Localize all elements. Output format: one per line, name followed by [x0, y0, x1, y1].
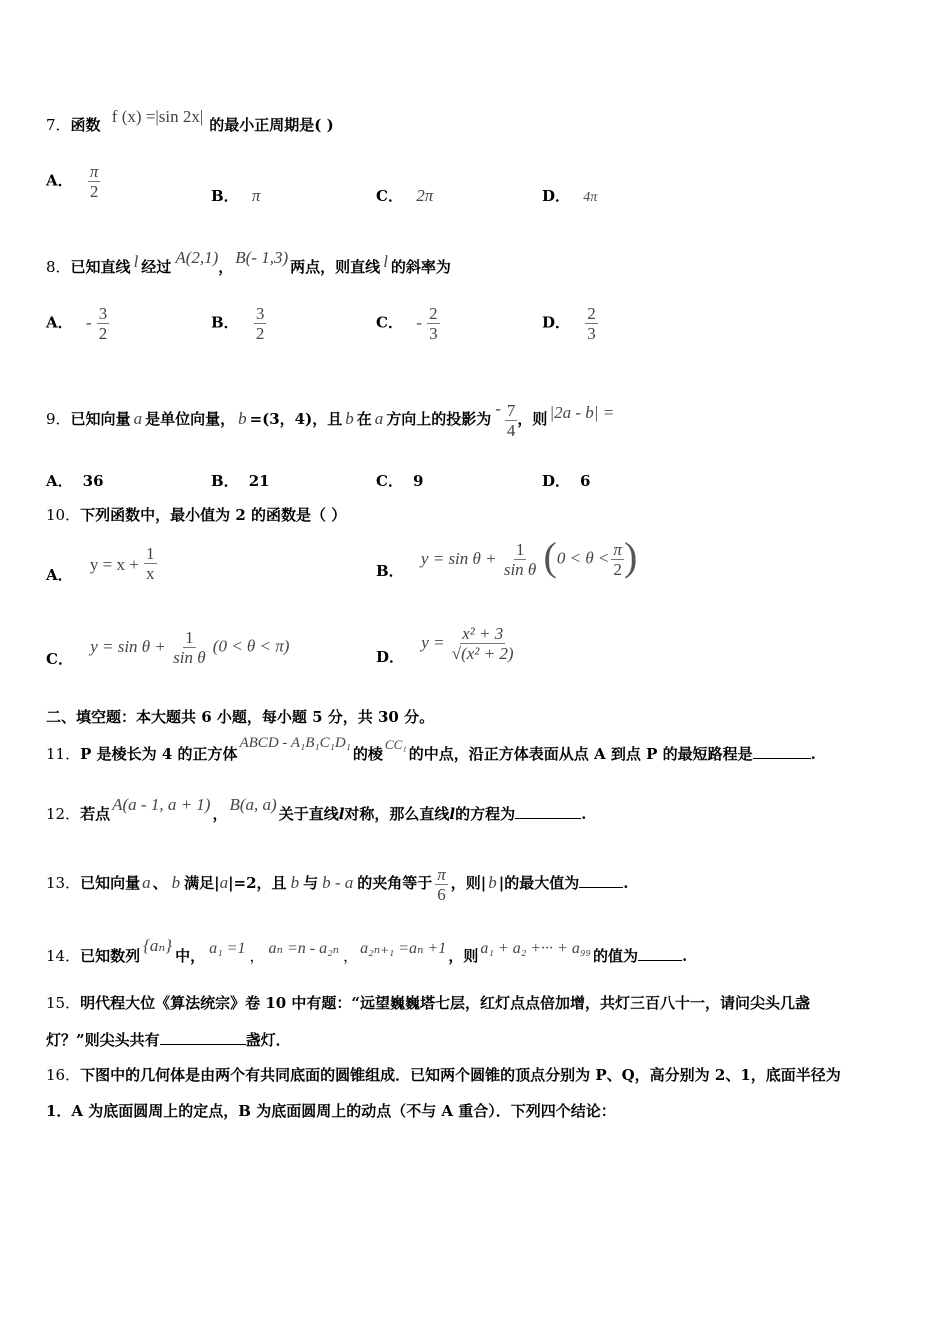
q9-vector-b: b — [238, 409, 247, 428]
q10-option-a-fraction — [144, 544, 157, 583]
q11-number: 11． — [46, 745, 81, 763]
q8-option-d-fraction — [585, 304, 598, 343]
q9-option-d-label: D． — [542, 472, 571, 490]
q10-option-b-condition-fraction — [611, 540, 624, 579]
q9-option-b — [211, 471, 270, 491]
q10-stem: 下列函数中，最小值为 2 的函数是（ ） — [80, 506, 347, 524]
q7-option-a-numerator: π — [89, 162, 99, 181]
q9-text-4: 在 — [356, 410, 372, 428]
q12-number: 12． — [46, 805, 81, 823]
q13-text-7: |的最大值为 — [498, 874, 580, 892]
q8-option-c — [376, 304, 440, 343]
question-12 — [46, 795, 587, 824]
q13-text-3: |=2，且 — [228, 874, 287, 892]
q8-text-3: 两点，则直线 — [290, 258, 381, 276]
q9-fraction-denominator: 4 — [506, 420, 516, 440]
q9-vector-b-2: b — [345, 409, 354, 428]
q13-vector-a: a — [142, 873, 151, 892]
q8-line-l: l — [133, 252, 139, 271]
q8-number: 8． — [46, 258, 71, 276]
q10-option-a-numerator: 1 — [146, 544, 155, 563]
q7-stem: 函数 — [70, 116, 101, 134]
q9-vector-a-2: a — [374, 409, 384, 428]
q9-option-d-value: 6 — [580, 472, 591, 490]
q7-option-d — [542, 186, 597, 208]
q14-condition-2: aₙ =n - a₂ₙ — [268, 940, 340, 957]
q11-edge: CC₁ — [384, 737, 407, 752]
q7-option-c — [376, 186, 433, 206]
question-15-line-2 — [46, 1030, 291, 1050]
q8-option-d-numerator: 2 — [587, 304, 596, 323]
q14-text-1: 已知数列 — [80, 947, 141, 965]
q10-option-c-denominator: sin θ — [173, 648, 206, 667]
q16-text-line-1: 下图中的几何体是由两个有共同底面的圆锥组成．已知两个圆锥的顶点分别为 P、Q，高分别为 2、1，底面半径为 — [80, 1066, 841, 1084]
q14-number: 14． — [46, 947, 81, 965]
q8-option-d — [542, 304, 598, 343]
q11-text-3: 的中点，沿正方体表面从点 A 到点 P 的最短路程是 — [408, 745, 753, 763]
q15-answer-blank[interactable] — [160, 1030, 246, 1045]
question-16-line-2: 1．A 为底面圆周上的定点，B 为底面圆周上的动点（不与 A 重合）．下列四个结论： — [46, 1102, 616, 1120]
q12-text-4: 的方程为 — [455, 805, 516, 823]
q10-option-d-label: D． — [376, 647, 405, 666]
q14-condition-3: a₂ₙ₊₁ =aₙ +1 — [360, 940, 447, 957]
q14-text-2: 中， — [175, 947, 206, 965]
q10-option-c-condition: (0 < θ < π) — [212, 636, 290, 656]
q8-option-a — [46, 304, 109, 343]
q14-end: . — [681, 947, 688, 965]
q9-vector-a: a — [133, 409, 143, 428]
q7-option-b-label: B． — [211, 187, 239, 205]
q12-point-b: B(a, a) — [229, 795, 277, 814]
q13-answer-blank[interactable] — [579, 873, 623, 888]
q10-option-c-expression: y = sin θ + — [90, 636, 166, 656]
q9-number: 9． — [46, 410, 71, 428]
q9-option-c-label: C． — [376, 472, 403, 490]
q15-text-line-2a: 灯？”则尖头共有 — [46, 1031, 160, 1049]
q8-option-b-denominator: 2 — [255, 324, 265, 343]
q7-option-b — [211, 186, 260, 206]
q12-text-1: 若点 — [80, 805, 111, 823]
section-2-heading: 二、填空题：本大题共 6 小题，每小题 5 分，共 30 分。 — [46, 708, 435, 726]
q13-end: . — [623, 874, 629, 892]
q8-option-a-fraction — [97, 304, 110, 343]
q10-option-b-label: B． — [376, 561, 404, 580]
q15-text-line-2b: 盏灯． — [245, 1031, 291, 1049]
q8-option-d-label: D． — [542, 313, 571, 332]
q9-text-5: 方向上的投影为 — [386, 410, 492, 428]
q9-text-6: ，则 — [517, 410, 548, 428]
q11-text-1: P 是棱长为 4 的正方体 — [80, 745, 238, 763]
q9-option-a-value: 36 — [82, 472, 104, 490]
q13-vector-difference: b - a — [322, 873, 354, 892]
q10-option-b-condition: 0 < θ < — [556, 548, 610, 568]
q7-option-d-label: D． — [542, 187, 571, 205]
q11-text-2: 的棱 — [352, 745, 383, 763]
q8-line-l-2: l — [383, 252, 388, 271]
q9-text-3: =(3，4)，且 — [249, 410, 343, 428]
q8-option-a-sign: - — [85, 312, 92, 332]
q9-projection-fraction — [505, 401, 518, 440]
q10-option-c-fraction — [171, 628, 207, 667]
q15-number: 15． — [46, 994, 81, 1012]
q8-option-b — [211, 304, 266, 343]
q13-vector-a-2: a — [219, 873, 229, 892]
q10-option-c-label: C． — [46, 649, 73, 668]
q10-option-b-condition-numerator: π — [613, 540, 622, 559]
q12-end: . — [581, 805, 587, 823]
q9-option-a — [46, 471, 104, 491]
q8-option-c-denominator: 3 — [429, 324, 438, 343]
q9-negative-sign: - — [495, 399, 501, 418]
q7-option-c-value: 2π — [416, 186, 434, 205]
q13-text-1: 已知向量 — [80, 874, 141, 892]
q12-text-2: 关于直线 — [278, 805, 339, 823]
q10-option-d-numerator: x² + 3 — [462, 624, 504, 643]
q10-option-b-left-paren: ( — [543, 533, 557, 579]
q7-option-a-denominator: 2 — [89, 182, 99, 201]
q8-point-a: A(2,1) — [175, 248, 219, 267]
q13-vector-b-3: b — [488, 873, 497, 892]
q10-option-c — [46, 628, 289, 667]
q10-option-c-numerator: 1 — [185, 628, 194, 647]
q13-separator: 、 — [152, 874, 168, 892]
q13-text-6: ，则| — [450, 874, 487, 892]
q13-fraction-numerator: π — [437, 864, 446, 884]
q9-option-a-label: A． — [46, 472, 73, 490]
q14-answer-blank[interactable] — [638, 946, 682, 961]
q7-function: f (x) =|sin 2x| — [111, 107, 204, 126]
q8-text-4: 的斜率为 — [390, 258, 451, 276]
q8-option-b-numerator: 3 — [255, 304, 265, 323]
q13-vector-b: b — [171, 873, 181, 892]
q10-option-a — [46, 544, 157, 583]
q10-option-a-label: A． — [46, 565, 73, 584]
q9-option-b-label: B． — [211, 472, 239, 490]
q12-line-l-2: l — [449, 805, 456, 823]
q10-option-b — [376, 533, 638, 580]
q9-option-d — [542, 471, 590, 491]
q8-option-c-numerator: 2 — [429, 304, 438, 323]
q12-text-3: 对称，那么直线 — [344, 805, 450, 823]
q12-answer-blank[interactable] — [515, 804, 581, 819]
q7-tail: 的最小正周期是( ) — [209, 116, 334, 134]
question-15-line-1 — [46, 993, 810, 1013]
q13-angle-fraction — [435, 865, 448, 904]
q7-option-c-label: C． — [376, 187, 403, 205]
q9-text-1: 已知向量 — [70, 410, 131, 428]
q8-comma: ， — [218, 258, 234, 276]
question-8 — [46, 248, 451, 277]
q10-option-d — [376, 624, 516, 666]
q9-option-b-value: 21 — [248, 472, 270, 490]
q9-option-c — [376, 471, 423, 491]
question-14: 14．已知数列{aₙ}中， a₁ =1 ， aₙ =n - a₂ₙ ， a₂ₙ₊₁ =aₙ +1 ，则 a₁ + a₂ +··· + a₉₉ 的值为 . — [46, 936, 688, 965]
q13-text-4: 与 — [303, 874, 319, 892]
q11-cube: ABCD - A₁B₁C₁D₁ — [239, 735, 351, 751]
q7-option-b-value: π — [251, 186, 261, 205]
q9-expression: |2a - b| = — [549, 403, 615, 422]
q8-option-b-label: B． — [211, 313, 239, 332]
q14-text-4: 的值为 — [592, 947, 638, 965]
q14-sum: a₁ + a₂ +··· + a₉₉ — [480, 940, 591, 957]
q7-option-a — [46, 162, 100, 201]
q10-number: 10． — [46, 506, 81, 524]
q13-fraction-denominator: 6 — [437, 884, 446, 904]
q9-text-2: 是单位向量， — [145, 410, 236, 428]
q13-text-2: 满足| — [184, 874, 220, 892]
q12-point-a: A(a - 1, a + 1) — [112, 795, 211, 814]
q13-number: 13． — [46, 874, 81, 892]
q11-end: . — [810, 745, 816, 763]
q8-option-c-label: C． — [376, 313, 403, 332]
q7-option-d-value: 4π — [583, 190, 598, 205]
q9-fraction-numerator: 7 — [506, 400, 516, 420]
q8-option-a-label: A． — [46, 313, 73, 332]
question-7 — [46, 107, 334, 135]
q7-option-a-fraction — [88, 162, 101, 201]
q8-point-b: B(- 1,3) — [235, 248, 289, 267]
q11-answer-blank[interactable] — [753, 744, 811, 759]
q12-comma: ， — [212, 805, 228, 823]
q13-text-5: 的夹角等于 — [357, 874, 433, 892]
q16-number: 16． — [46, 1066, 81, 1084]
question-9 — [46, 388, 614, 450]
question-11 — [46, 735, 816, 765]
q7-option-a-label: A． — [46, 171, 73, 190]
q8-option-a-denominator: 2 — [98, 324, 108, 343]
q8-option-b-fraction — [254, 304, 267, 343]
q10-option-b-right-paren: ) — [623, 533, 638, 579]
q8-text-1: 已知直线 — [70, 258, 131, 276]
q10-option-b-numerator: 1 — [515, 540, 525, 559]
q8-option-c-fraction — [427, 304, 440, 343]
question-10 — [46, 505, 346, 525]
q10-option-d-fraction — [450, 624, 516, 663]
q8-option-a-numerator: 3 — [98, 304, 108, 323]
q9-option-c-value: 9 — [412, 472, 424, 490]
q8-option-c-sign: - — [416, 312, 422, 332]
q10-option-b-expression: y = sin θ + — [420, 548, 497, 568]
q14-sequence: {aₙ} — [143, 936, 173, 955]
q14-text-3: ，则 — [448, 947, 479, 965]
q7-number: 7． — [46, 116, 71, 134]
q12-line-l: l — [338, 805, 345, 823]
question-13 — [46, 852, 628, 914]
q14-condition-1: a₁ =1 — [209, 940, 246, 957]
q8-text-2: 经过 — [141, 258, 172, 276]
q10-option-a-expression: y = x + — [89, 554, 139, 574]
q10-option-b-condition-denominator: 2 — [613, 560, 622, 579]
q10-option-d-denominator: √(x² + 2) — [451, 644, 514, 663]
q10-option-b-fraction — [502, 540, 538, 579]
q10-option-a-denominator: x — [146, 564, 155, 583]
question-16-line-1 — [46, 1065, 841, 1085]
q13-vector-b-2: b — [290, 873, 300, 892]
q10-option-b-denominator: sin θ — [503, 560, 537, 579]
q10-option-d-expression: y = — [421, 632, 445, 652]
q15-text-line-1: 明代程大位《算法统宗》卷 10 中有题：“远望巍巍塔七层，红灯点点倍加增，共灯三百八十一，请问尖头几盏 — [80, 994, 811, 1012]
q8-option-d-denominator: 3 — [587, 324, 596, 343]
